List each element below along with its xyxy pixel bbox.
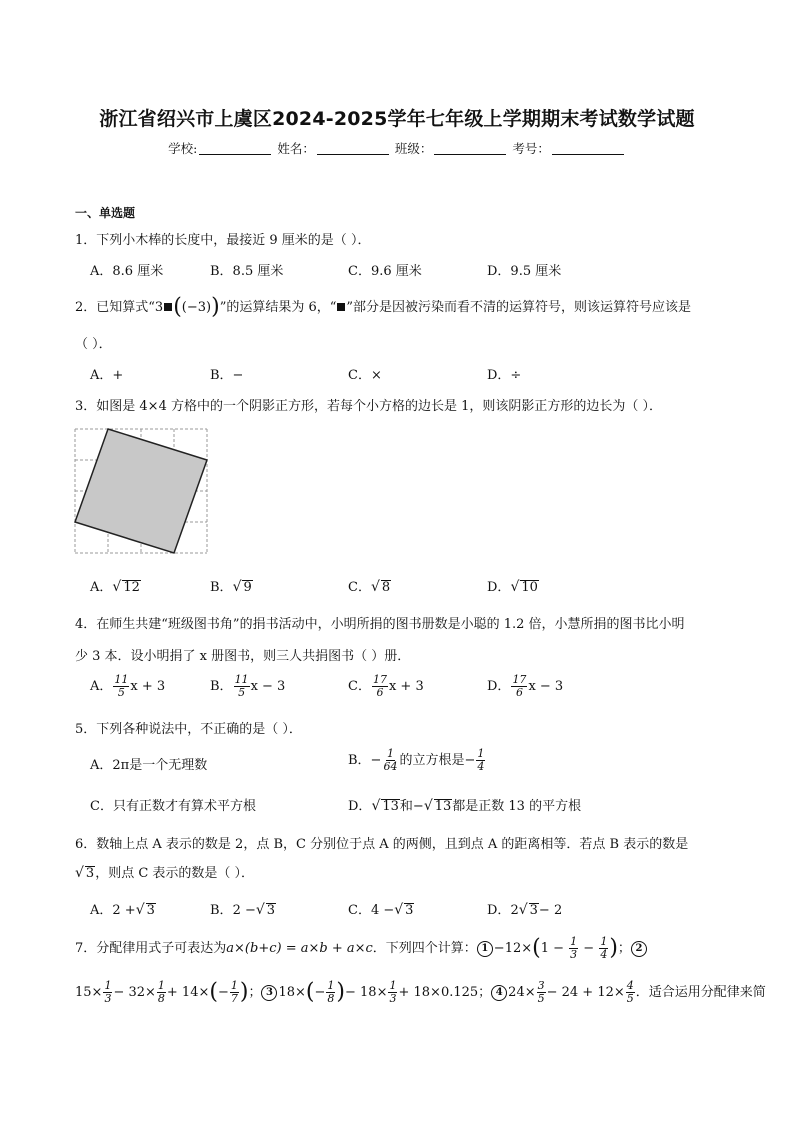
q7-calc3-c: + 18×0.125； (398, 985, 492, 1000)
q5-b-num1: 1 (386, 747, 394, 760)
question-1-stem: 1．下列小木棒的长度中，最接近 9 厘米的是（ ）． (75, 233, 371, 248)
q7-calc3-b: − 18× (345, 985, 388, 1000)
q6-a-radicand: 3 (146, 903, 155, 918)
q6-stem-radicand: 3 (85, 866, 95, 881)
q7-calc1-frac2 (599, 936, 608, 961)
q3-c-radicand: 8 (381, 580, 391, 595)
q6-a-label: A． (90, 903, 113, 918)
q3-b-label: B． (210, 580, 233, 595)
name-blank[interactable] (317, 142, 389, 155)
question-2-stem-line2: （ ）． (75, 337, 112, 352)
q3-b-radicand: 9 (243, 580, 252, 595)
school-label: 学校: (168, 141, 198, 156)
q4-option-d[interactable] (487, 674, 563, 699)
q5-b-fraction1 (382, 748, 398, 773)
q6-stem-rest: ，则点 C 表示的数是（ ）． (95, 866, 255, 881)
q4-a-num: 11 (114, 673, 129, 686)
q6-option-c[interactable]: C．4 −√ 3 (348, 902, 414, 918)
q2-option-c[interactable]: C．× (348, 368, 382, 383)
q4-d-rest: x − 3 (528, 679, 564, 694)
circled-1-icon: 1 (477, 941, 493, 957)
q7-stem-mid: ．下列四个计算： (372, 941, 477, 956)
q3-d-label: D． (487, 580, 511, 595)
paren-left: ( (173, 294, 182, 320)
q5-option-a[interactable]: A．2π是一个无理数 (90, 758, 208, 773)
q6-b-pre: 2 − (232, 903, 256, 918)
q6-c-radicand: 3 (405, 903, 414, 918)
q7-calc2-c: + 14× (166, 985, 210, 1000)
q4-b-fraction (234, 674, 250, 699)
q7-calc4-frac2: $\frac{4}{5}$ (626, 979, 634, 1005)
question-7-stem-line1: 7．分配律用式子可表达为a×(b+c) = a×b + a×c．下列四个计算： 1 −12×(1 − $\frac{1}{3}$ − $\frac{1}{4}$ )； 2 (75, 936, 648, 961)
q4-d-label: D． (487, 679, 511, 694)
q7-calc1-frac2-num: 1 (600, 935, 608, 948)
q4-d-fraction (511, 674, 527, 699)
q1-option-b[interactable]: B．8.5 厘米 (210, 264, 284, 279)
exam-no-blank[interactable] (552, 142, 624, 155)
class-blank[interactable] (434, 142, 506, 155)
q1-option-d[interactable]: D．9.5 厘米 (487, 264, 562, 279)
q7-calc2-b: − 32× (113, 985, 156, 1000)
q4-b-num: 11 (234, 673, 249, 686)
q2-option-d[interactable]: D．÷ (487, 368, 522, 383)
school-blank[interactable] (199, 142, 271, 155)
q5-b-fraction2 (476, 748, 485, 773)
q3-d-radicand: 10 (521, 580, 538, 595)
grid-square-figure (73, 428, 209, 554)
page-title: 浙江省绍兴市上虞区2024-2025学年七年级上学期期末考试数学试题 (99, 108, 695, 130)
q5-option-d[interactable]: D．√ 13和−√ 13都是正数 13 的平方根 (348, 798, 582, 814)
q7-calc4-frac1: $\frac{3}{5}$ (537, 979, 545, 1005)
q4-b-label: B． (210, 679, 233, 694)
q4-d-den: 6 (515, 686, 523, 699)
q3-option-b[interactable]: B．√ 9 (210, 579, 252, 595)
q3-option-d[interactable]: D．√ 10 (487, 579, 538, 595)
shaded-square (75, 429, 207, 553)
q4-option-a[interactable] (90, 674, 165, 699)
question-6-stem-line1: 6．数轴上点 A 表示的数是 2，点 B，C 分别位于点 A 的两侧，且到点 A 的距离相等．若点 B 表示的数是 (75, 837, 689, 852)
q4-c-den: 6 (376, 686, 384, 699)
student-info-line (0, 139, 794, 157)
q6-b-radicand: 3 (266, 903, 276, 918)
q3-c-label: C． (348, 580, 371, 595)
q6-c-label: C． (348, 903, 371, 918)
q2-stem-post2: ”部分是因被污染而看不清的运算符号，则该运算符号应该是 (346, 300, 692, 315)
question-4-stem-line1: 4．在师生共建“班级图书角”的捐书活动中，小明所捐的图书册数是小聪的 1.2 倍，小慧所捐的图书比小明 (75, 617, 685, 632)
q4-d-num: 17 (512, 673, 527, 686)
question-7-stem-line2: 15× $\frac{1}{3}$ − 32× $\frac{1}{8}$ + 14×(− $\frac{1}{7}$ )； 3 18×(− $\frac{1}{8}$ )− 18× $\frac{1}{3}$ + 18×0.125； 4 24× $\frac{3}{5}$ − 24 + 12× $\frac{4}{5}$ ．适合运用分配律来简 (75, 979, 766, 1005)
q7-calc3-frac2: $\frac{1}{3}$ (389, 979, 397, 1005)
q5-b-num2: 1 (477, 747, 485, 760)
circled-2-icon: 2 (631, 941, 647, 957)
q3-option-c[interactable]: C．√ 8 (348, 579, 391, 595)
q4-c-fraction (372, 674, 388, 699)
q1-option-c[interactable]: C．9.6 厘米 (348, 264, 422, 279)
q7-calc2-frac1: $\frac{1}{3}$ (104, 979, 112, 1005)
q5-option-b[interactable] (348, 748, 486, 773)
q4-c-num: 17 (372, 673, 387, 686)
q2-option-b[interactable]: B．− (210, 368, 244, 383)
q5-b-label: B．− (348, 753, 382, 768)
q4-c-rest: x + 3 (388, 679, 424, 694)
q6-c-pre: 4 − (370, 903, 395, 918)
q7-calc2-a: 15× (75, 985, 103, 1000)
question-3-stem: 3．如图是 4×4 方格中的一个阴影正方形，若每个小方格的边长是 1，则该阴影正方形的边长为（ ）． (75, 399, 663, 414)
q6-option-d[interactable]: D．2√ 3− 2 (487, 902, 563, 918)
circled-3-icon: 3 (261, 985, 277, 1001)
q6-d-pre: 2 (510, 903, 519, 918)
name-label: 姓名： (277, 141, 315, 156)
q6-option-b[interactable]: B．2 −√ 3 (210, 902, 276, 918)
q7-calc4-b: − 24 + 12× (546, 985, 625, 1000)
q7-calc4-a: 24× (508, 985, 536, 1000)
paren-right: ) (211, 294, 220, 320)
q4-a-fraction (113, 674, 129, 699)
q4-b-den: 5 (238, 686, 246, 699)
q2-stem-post: ”的运算结果为 6，“ (219, 300, 337, 315)
q7-calc2-frac2: $\frac{1}{8}$ (157, 979, 165, 1005)
q2-stem-mid: (−3) (181, 300, 212, 315)
question-4-stem-line2: 少 3 本．设小明捐了 x 册图书，则三人共捐图书（ ）册． (75, 649, 411, 664)
q6-d-post: − 2 (538, 903, 563, 918)
smudge-icon (164, 303, 172, 311)
q2-stem-pre: 2．已知算式“3 (75, 300, 164, 315)
q6-option-a[interactable]: A．2 +√ 3 (90, 902, 155, 918)
q7-calc1-frac2-den: 4 (600, 948, 608, 961)
q7-calc1-frac1 (569, 936, 578, 961)
q7-calc1-text: −12× (493, 941, 533, 956)
q7-stem-pre: 7．分配律用式子可表达为 (75, 941, 227, 956)
q6-d-radicand: 3 (529, 903, 538, 918)
section-heading: 一、单选题 (75, 206, 136, 220)
q7-separator: ； (248, 985, 262, 1000)
q3-option-a[interactable]: A．√ 12 (90, 579, 140, 595)
q7-formula: a×(b+c) = a×b + a×c (226, 941, 373, 956)
question-2-stem (75, 296, 691, 318)
circled-4-icon: 4 (491, 985, 507, 1001)
exam-no-label: 考号： (512, 141, 550, 156)
q7-calc3-frac1: $\frac{1}{8}$ (327, 979, 335, 1005)
q6-b-label: B． (210, 903, 233, 918)
q5-d-radicand1: 13 (382, 799, 399, 814)
q3-a-radicand: 12 (123, 580, 140, 595)
q6-d-label: D． (487, 903, 511, 918)
q6-a-pre: 2 + (112, 903, 136, 918)
q5-b-den1: 64 (383, 760, 398, 773)
q5-b-den2: 4 (477, 760, 485, 773)
q2-option-a[interactable]: A．+ (90, 368, 124, 383)
q4-c-label: C． (348, 679, 371, 694)
q4-option-c[interactable] (348, 674, 424, 699)
q4-option-b[interactable] (210, 674, 285, 699)
q5-d-mid: 和− (399, 799, 424, 814)
q5-d-radicand2: 13 (434, 799, 452, 814)
q4-a-rest: x + 3 (130, 679, 166, 694)
paren-left: ( (532, 935, 541, 961)
q7-tail: ．适合运用分配律来简 (635, 985, 766, 1000)
q7-separator: ； (617, 941, 631, 956)
q5-b-mid: 的立方根是− (399, 753, 476, 768)
q4-a-label: A． (90, 679, 113, 694)
question-6-stem-line2: √ 3，则点 C 表示的数是（ ）． (75, 865, 255, 881)
q4-b-rest: x − 3 (250, 679, 286, 694)
q7-calc2-frac3: $\frac{1}{7}$ (230, 979, 238, 1005)
paren-right: ) (609, 935, 618, 961)
smudge-icon (337, 303, 345, 311)
q7-calc1-frac1-num: 1 (570, 935, 578, 948)
question-5-stem: 5．下列各种说法中，不正确的是（ ）． (75, 722, 302, 737)
q7-calc1-frac1-den: 3 (570, 948, 578, 961)
q5-d-label: D． (348, 799, 372, 814)
q5-d-post: 都是正数 13 的平方根 (452, 799, 582, 814)
q5-option-c[interactable]: C．只有正数才有算术平方根 (90, 799, 256, 814)
q1-option-a[interactable]: A．8.6 厘米 (90, 264, 164, 279)
q4-a-den: 5 (117, 686, 125, 699)
q7-calc3-a: 18× (278, 985, 306, 1000)
q3-a-label: A． (90, 580, 113, 595)
class-label: 班级： (394, 141, 433, 156)
